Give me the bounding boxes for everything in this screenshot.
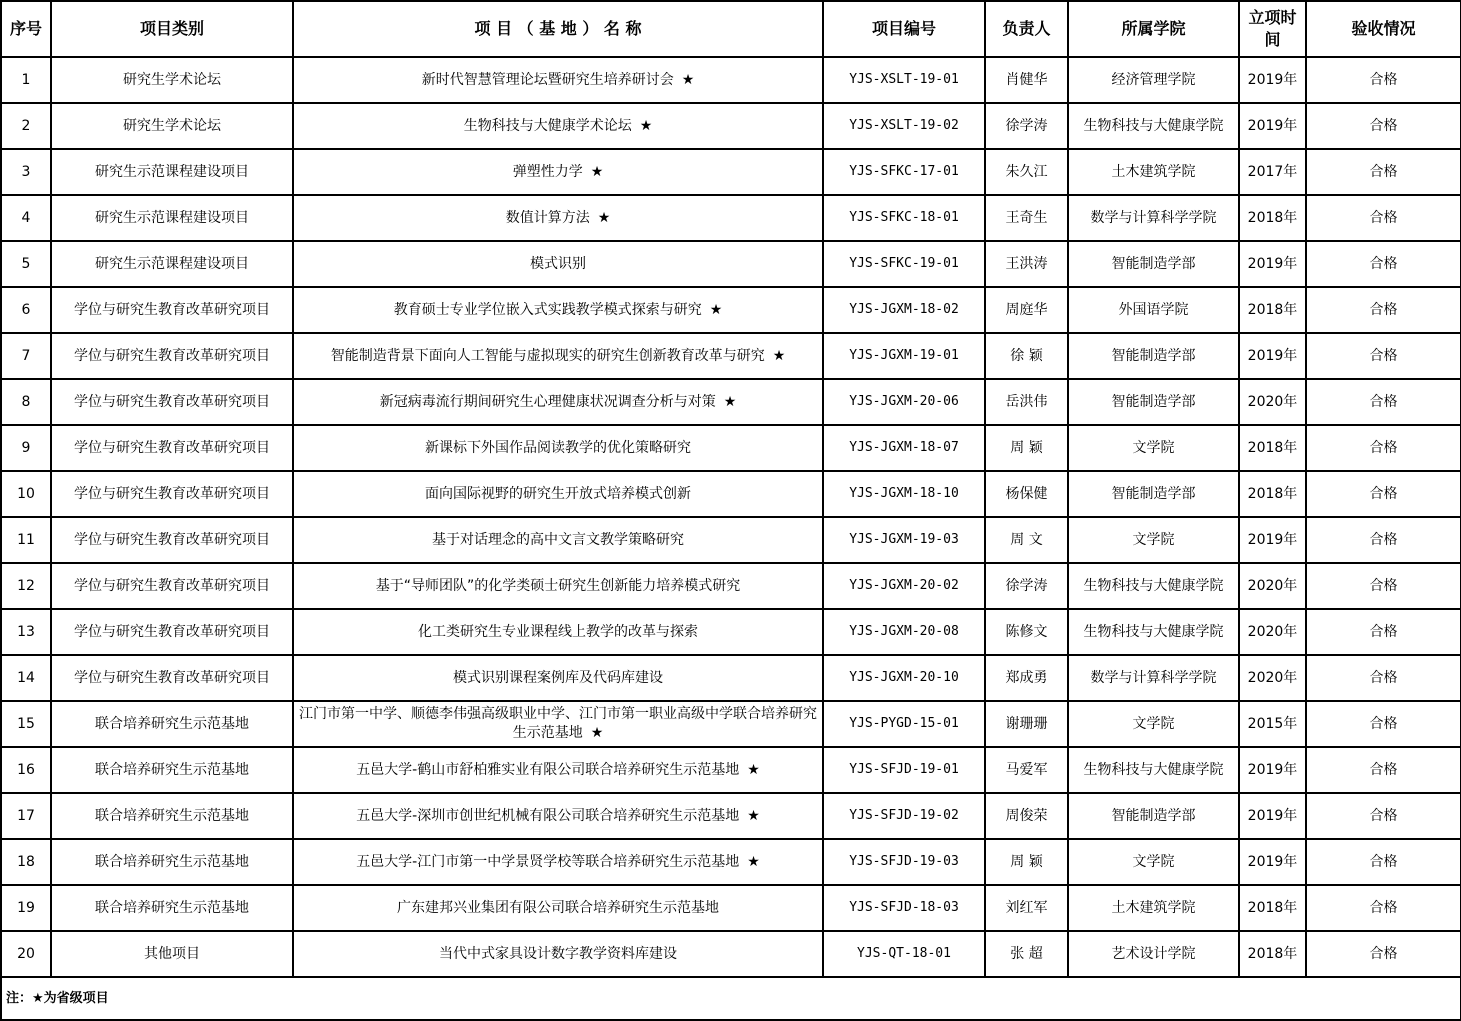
cell-category: 联合培养研究生示范基地 [51,747,293,793]
cell-category: 研究生示范课程建设项目 [51,195,293,241]
cell-result: 合格 [1306,195,1461,241]
cell-leader: 周俊荣 [985,793,1068,839]
cell-college: 智能制造学部 [1068,333,1239,379]
cell-result: 合格 [1306,333,1461,379]
cell-code: YJS-SFJD-18-03 [823,885,985,931]
header-category: 项目类别 [51,1,293,57]
project-name: 当代中式家具设计数字教学资料库建设 [439,946,677,962]
cell-leader: 刘红军 [985,885,1068,931]
cell-result: 合格 [1306,931,1461,977]
cell-no: 9 [1,425,51,471]
header-college: 所属学院 [1068,1,1239,57]
cell-year: 2019年 [1239,517,1306,563]
table-row [1,379,1461,425]
cell-leader: 徐学涛 [985,103,1068,149]
cell-category: 学位与研究生教育改革研究项目 [51,333,293,379]
cell-college: 生物科技与大健康学院 [1068,747,1239,793]
cell-category: 学位与研究生教育改革研究项目 [51,287,293,333]
provincial-star-icon: ★ [681,72,695,88]
cell-college: 文学院 [1068,517,1239,563]
cell-name [293,609,823,655]
header-leader: 负责人 [985,1,1068,57]
cell-code: YJS-JGXM-18-07 [823,425,985,471]
table-row [1,471,1461,517]
cell-result: 合格 [1306,103,1461,149]
cell-result: 合格 [1306,287,1461,333]
cell-no: 16 [1,747,51,793]
cell-year: 2015年 [1239,701,1306,747]
cell-result: 合格 [1306,517,1461,563]
cell-no: 12 [1,563,51,609]
cell-college: 智能制造学部 [1068,379,1239,425]
cell-leader: 肖健华 [985,57,1068,103]
table-row [1,517,1461,563]
cell-category: 学位与研究生教育改革研究项目 [51,471,293,517]
cell-result: 合格 [1306,471,1461,517]
table-row [1,103,1461,149]
project-name: 基于对话理念的高中文言文教学策略研究 [432,532,684,548]
cell-category: 学位与研究生教育改革研究项目 [51,563,293,609]
table-row [1,701,1461,747]
cell-category: 学位与研究生教育改革研究项目 [51,379,293,425]
cell-college: 文学院 [1068,839,1239,885]
cell-no: 10 [1,471,51,517]
cell-leader: 王奇生 [985,195,1068,241]
cell-name [293,103,823,149]
cell-result: 合格 [1306,747,1461,793]
cell-category: 学位与研究生教育改革研究项目 [51,655,293,701]
project-name: 弹塑性力学 [512,164,583,180]
cell-code: YJS-SFKC-19-01 [823,241,985,287]
cell-category: 研究生学术论坛 [51,57,293,103]
cell-college: 数学与计算科学学院 [1068,655,1239,701]
cell-leader: 周 文 [985,517,1068,563]
cell-leader: 郑成勇 [985,655,1068,701]
cell-year: 2018年 [1239,425,1306,471]
cell-code: YJS-SFKC-17-01 [823,149,985,195]
cell-category: 研究生示范课程建设项目 [51,241,293,287]
cell-no: 8 [1,379,51,425]
cell-no: 6 [1,287,51,333]
header-name: 项 目 （ 基 地 ） 名 称 [293,1,823,57]
cell-code: YJS-JGXM-20-10 [823,655,985,701]
cell-college: 文学院 [1068,701,1239,747]
table-row [1,149,1461,195]
cell-leader: 徐 颖 [985,333,1068,379]
table-row [1,609,1461,655]
cell-college: 生物科技与大健康学院 [1068,563,1239,609]
cell-leader: 杨保健 [985,471,1068,517]
cell-result: 合格 [1306,57,1461,103]
cell-result: 合格 [1306,793,1461,839]
cell-no: 1 [1,57,51,103]
cell-year: 2018年 [1239,287,1306,333]
cell-result: 合格 [1306,609,1461,655]
cell-code: YJS-SFKC-18-01 [823,195,985,241]
cell-year: 2018年 [1239,471,1306,517]
cell-leader: 谢珊珊 [985,701,1068,747]
provincial-star-icon: ★ [747,808,760,824]
cell-college: 外国语学院 [1068,287,1239,333]
cell-code: YJS-JGXM-18-02 [823,287,985,333]
cell-year: 2017年 [1239,149,1306,195]
project-name: 化工类研究生专业课程线上教学的改革与探索 [418,624,698,640]
cell-category: 学位与研究生教育改革研究项目 [51,425,293,471]
cell-college: 文学院 [1068,425,1239,471]
footnote: 注：★为省级项目 [1,977,1461,1020]
cell-category: 学位与研究生教育改革研究项目 [51,609,293,655]
header-code: 项目编号 [823,1,985,57]
provincial-star-icon: ★ [597,210,611,226]
cell-year: 2018年 [1239,885,1306,931]
cell-leader: 陈修文 [985,609,1068,655]
cell-year: 2019年 [1239,839,1306,885]
provincial-star-icon: ★ [590,164,604,180]
cell-leader: 徐学涛 [985,563,1068,609]
cell-result: 合格 [1306,241,1461,287]
table-body [1,57,1461,977]
cell-college: 经济管理学院 [1068,57,1239,103]
cell-no: 3 [1,149,51,195]
project-name: 广东建邦兴业集团有限公司联合培养研究生示范基地 [397,900,719,916]
provincial-star-icon: ★ [709,302,723,318]
provincial-star-icon: ★ [772,348,786,364]
project-name: 基于“导师团队”的化学类硕士研究生创新能力培养模式研究 [375,578,741,594]
cell-no: 2 [1,103,51,149]
cell-category: 联合培养研究生示范基地 [51,701,293,747]
cell-year: 2020年 [1239,563,1306,609]
cell-year: 2019年 [1239,241,1306,287]
cell-code: YJS-SFJD-19-03 [823,839,985,885]
provincial-star-icon: ★ [747,854,760,870]
project-name: 五邑大学-江门市第一中学景贤学校等联合培养研究生示范基地 [356,854,740,870]
cell-category: 联合培养研究生示范基地 [51,885,293,931]
cell-year: 2019年 [1239,333,1306,379]
provincial-star-icon: ★ [723,394,737,410]
cell-college: 生物科技与大健康学院 [1068,609,1239,655]
cell-year: 2019年 [1239,57,1306,103]
cell-result: 合格 [1306,425,1461,471]
provincial-star-icon: ★ [639,118,653,134]
cell-college: 生物科技与大健康学院 [1068,103,1239,149]
cell-leader: 岳洪伟 [985,379,1068,425]
header-year: 立项时间 [1239,1,1306,57]
header-row [1,1,1461,57]
cell-year: 2018年 [1239,195,1306,241]
cell-name [293,517,823,563]
cell-name [293,793,823,839]
cell-result: 合格 [1306,701,1461,747]
table-row [1,563,1461,609]
cell-year: 2020年 [1239,379,1306,425]
cell-code: YJS-JGXM-20-06 [823,379,985,425]
cell-leader: 张 超 [985,931,1068,977]
cell-name [293,333,823,379]
cell-college: 智能制造学部 [1068,471,1239,517]
cell-result: 合格 [1306,885,1461,931]
cell-result: 合格 [1306,379,1461,425]
cell-name [293,839,823,885]
project-name: 江门市第一中学、顺德李伟强高级职业中学、江门市第一职业高级中学联合培养研究生示范基地 [299,706,817,741]
cell-college: 艺术设计学院 [1068,931,1239,977]
project-name: 模式识别课程案例库及代码库建设 [453,670,663,686]
table-row [1,57,1461,103]
cell-name [293,57,823,103]
cell-code: YJS-PYGD-15-01 [823,701,985,747]
project-name: 智能制造背景下面向人工智能与虚拟现实的研究生创新教育改革与研究 [330,348,765,364]
cell-result: 合格 [1306,149,1461,195]
table-row [1,839,1461,885]
cell-name [293,471,823,517]
table-row [1,885,1461,931]
project-name: 数值计算方法 [505,210,590,226]
table-row [1,793,1461,839]
cell-code: YJS-SFJD-19-02 [823,793,985,839]
cell-name [293,287,823,333]
cell-leader: 王洪涛 [985,241,1068,287]
project-name: 面向国际视野的研究生开放式培养模式创新 [425,486,691,502]
project-name: 模式识别 [530,256,586,272]
cell-code: YJS-XSLT-19-01 [823,57,985,103]
cell-name [293,241,823,287]
cell-code: YJS-JGXM-20-02 [823,563,985,609]
cell-result: 合格 [1306,839,1461,885]
cell-no: 7 [1,333,51,379]
cell-code: YJS-JGXM-20-08 [823,609,985,655]
cell-no: 13 [1,609,51,655]
cell-college: 土木建筑学院 [1068,885,1239,931]
cell-no: 20 [1,931,51,977]
cell-code: YJS-JGXM-19-01 [823,333,985,379]
project-name: 新课标下外国作品阅读教学的优化策略研究 [425,440,691,456]
cell-name [293,747,823,793]
cell-category: 研究生学术论坛 [51,103,293,149]
project-name: 五邑大学-鹤山市舒柏雅实业有限公司联合培养研究生示范基地 [356,762,740,778]
table-row [1,747,1461,793]
cell-no: 4 [1,195,51,241]
cell-leader: 周 颖 [985,425,1068,471]
cell-leader: 周庭华 [985,287,1068,333]
cell-name [293,885,823,931]
cell-no: 14 [1,655,51,701]
table-row [1,425,1461,471]
cell-category: 学位与研究生教育改革研究项目 [51,517,293,563]
cell-name [293,655,823,701]
cell-code: YJS-JGXM-18-10 [823,471,985,517]
cell-year: 2018年 [1239,931,1306,977]
cell-category: 研究生示范课程建设项目 [51,149,293,195]
project-name: 新冠病毒流行期间研究生心理健康状况调查分析与对策 [379,394,716,410]
cell-name [293,425,823,471]
cell-no: 19 [1,885,51,931]
cell-code: YJS-XSLT-19-02 [823,103,985,149]
cell-code: YJS-JGXM-19-03 [823,517,985,563]
cell-code: YJS-QT-18-01 [823,931,985,977]
cell-name [293,195,823,241]
cell-code: YJS-SFJD-19-01 [823,747,985,793]
cell-category: 其他项目 [51,931,293,977]
cell-category: 联合培养研究生示范基地 [51,793,293,839]
cell-leader: 朱久江 [985,149,1068,195]
project-name: 教育硕士专业学位嵌入式实践教学模式探索与研究 [393,302,702,318]
cell-year: 2019年 [1239,793,1306,839]
cell-no: 18 [1,839,51,885]
cell-no: 15 [1,701,51,747]
note-row [1,977,1461,1020]
header-result: 验收情况 [1306,1,1461,57]
project-name: 五邑大学-深圳市创世纪机械有限公司联合培养研究生示范基地 [356,808,740,824]
cell-no: 5 [1,241,51,287]
project-name: 新时代智慧管理论坛暨研究生培养研讨会 [421,72,674,88]
cell-year: 2020年 [1239,609,1306,655]
cell-name [293,701,823,747]
project-name: 生物科技与大健康学术论坛 [463,118,632,134]
cell-no: 17 [1,793,51,839]
cell-college: 土木建筑学院 [1068,149,1239,195]
cell-year: 2020年 [1239,655,1306,701]
cell-year: 2019年 [1239,747,1306,793]
cell-category: 联合培养研究生示范基地 [51,839,293,885]
header-no: 序号 [1,1,51,57]
table-row [1,655,1461,701]
cell-name [293,379,823,425]
table-row [1,241,1461,287]
cell-leader: 马爱军 [985,747,1068,793]
cell-name [293,931,823,977]
cell-leader: 周 颖 [985,839,1068,885]
provincial-star-icon: ★ [590,725,604,741]
table-row [1,195,1461,241]
cell-no: 11 [1,517,51,563]
cell-college: 智能制造学部 [1068,793,1239,839]
cell-college: 数学与计算科学学院 [1068,195,1239,241]
cell-name [293,563,823,609]
cell-name [293,149,823,195]
cell-college: 智能制造学部 [1068,241,1239,287]
table-row [1,931,1461,977]
cell-year: 2019年 [1239,103,1306,149]
table-row [1,287,1461,333]
provincial-star-icon: ★ [747,762,760,778]
cell-result: 合格 [1306,563,1461,609]
table-row [1,333,1461,379]
cell-result: 合格 [1306,655,1461,701]
